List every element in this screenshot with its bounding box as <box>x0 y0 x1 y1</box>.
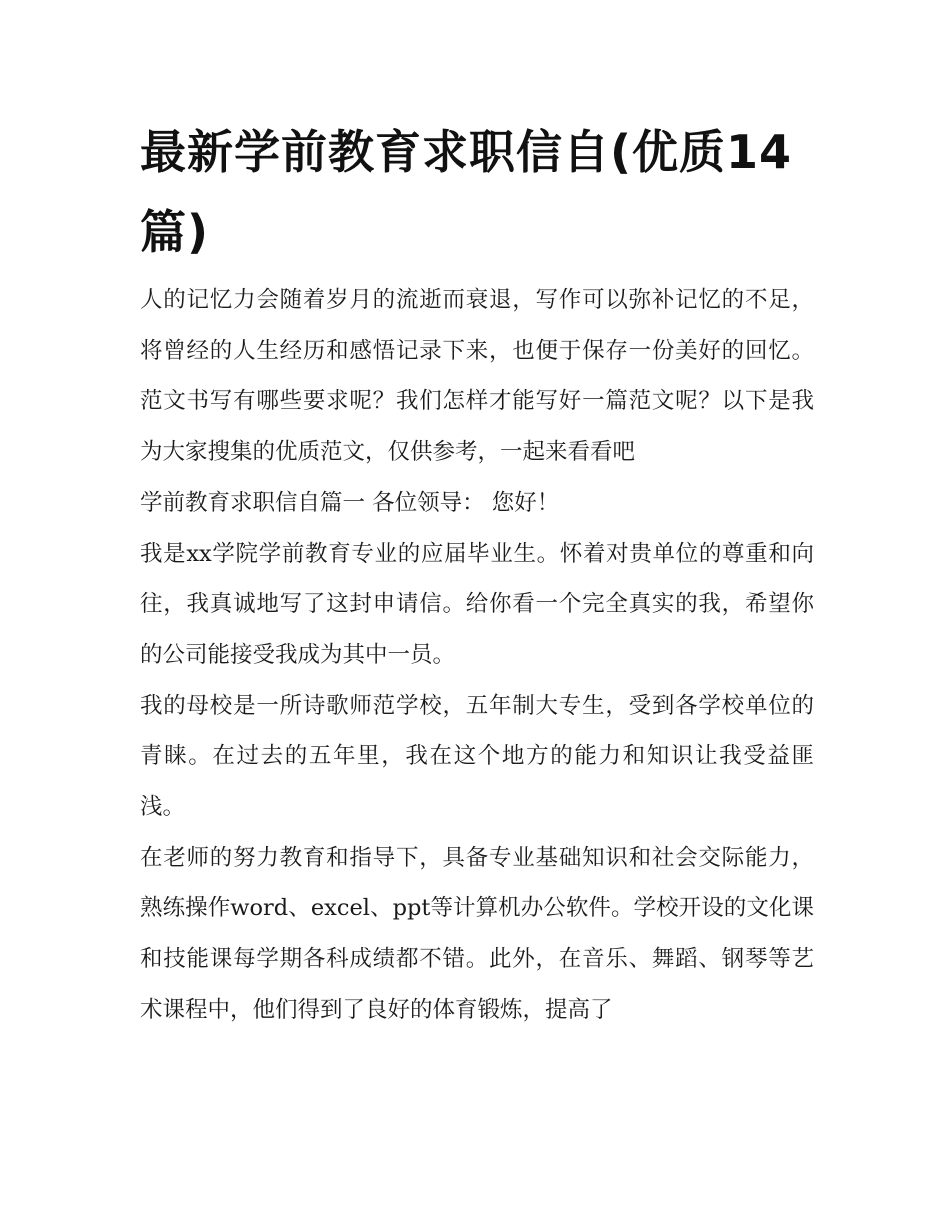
body-paragraph: 我的母校是一所诗歌师范学校，五年制大专生，受到各学校单位的青睐。在过去的五年里，我在这个地方的能力和知识让我受益匪浅。 <box>140 692 814 821</box>
section-heading-greeting: 学前教育求职信自篇一 各位领导： 您好！ <box>140 489 560 516</box>
document-body <box>140 275 814 1036</box>
body-paragraph: 我是xx学院学前教育专业的应届毕业生。怀着对贵单位的尊重和向往，我真诚地写了这封申请信。给你看一个完全真实的我，希望你的公司能接受我成为其中一员。 <box>140 540 814 668</box>
body-paragraph: 在老师的努力教育和指导下，具备专业基础知识和社会交际能力，熟练操作word、excel、ppt等计算机办公软件。学校开设的文化课和技能课每学期各科成绩都不错。此外，在音乐、舞蹈、钢琴等艺术课程中，他们得到了良好的体育锻炼，提高了 <box>140 844 814 1023</box>
document-title: 最新学前教育求职信自(优质14篇) <box>140 125 793 259</box>
intro-paragraph: 人的记忆力会随着岁月的流逝而衰退，写作可以弥补记忆的不足，将曾经的人生经历和感悟记录下来，也便于保存一份美好的回忆。范文书写有哪些要求呢？我们怎样才能写好一篇范文呢？以下是我为大家搜集的优质范文，仅供参考，一起来看看吧 <box>140 287 814 466</box>
